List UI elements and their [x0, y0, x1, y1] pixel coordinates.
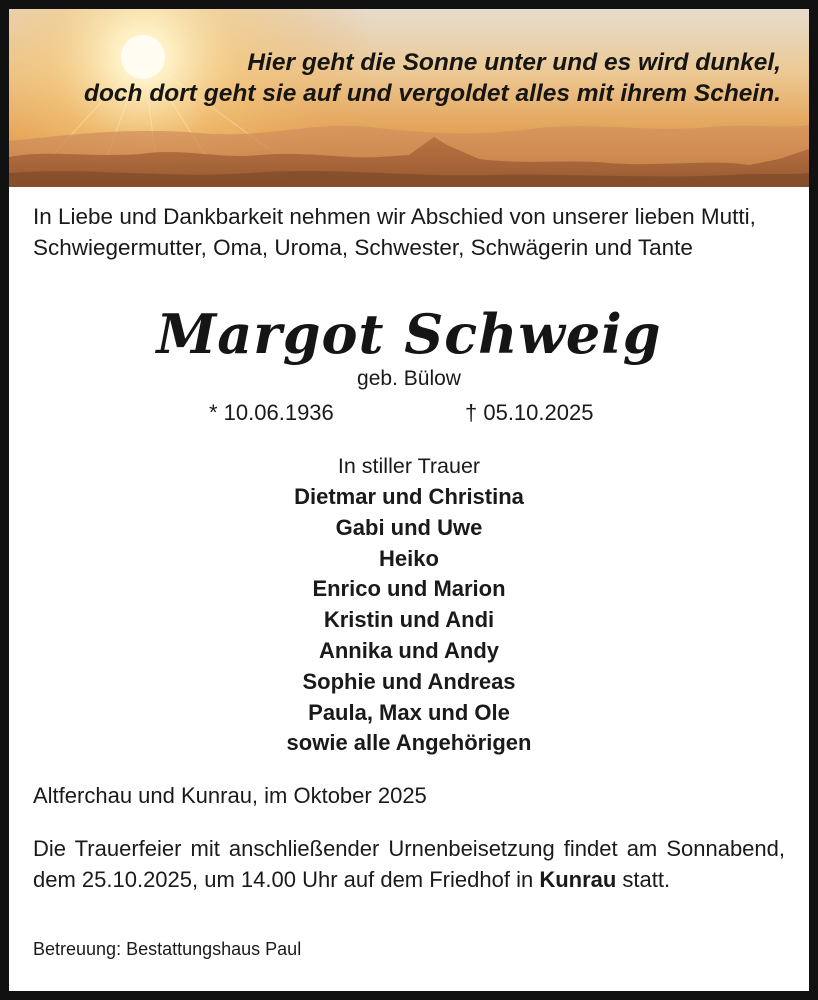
- service-text: Die Trauerfeier mit anschließender Urnenbeisetzung findet am Sonnabend, dem 25.10.2025, um 14.00 Uhr auf dem Friedhof in: [33, 836, 785, 892]
- sunset-banner: [9, 9, 809, 187]
- mourner-entry: Paula, Max und Ole: [308, 699, 510, 725]
- mourner-entry: sowie alle Angehörigen: [286, 730, 532, 756]
- banner-quote: [9, 47, 781, 109]
- mourner-entry: Enrico und Marion: [312, 576, 506, 602]
- service-place: Kunrau: [539, 866, 617, 892]
- quote-line-2: doch dort geht sie auf und vergoldet alles mit ihrem Schein.: [83, 80, 781, 107]
- mourner-entry: Gabi und Uwe: [335, 514, 483, 540]
- mourner-entry: Dietmar und Christina: [294, 484, 524, 509]
- mourners-heading: In stiller Trauer: [337, 454, 481, 478]
- mourner-entry: Sophie und Andreas: [302, 668, 516, 694]
- mourner-entry: Kristin und Andi: [323, 607, 495, 633]
- service-text-end: statt.: [616, 866, 671, 892]
- place-and-date: Altferchau und Kunrau, im Oktober 2025: [33, 783, 427, 808]
- undertaker-credit: Betreuung: Bestattungshaus Paul: [33, 939, 302, 959]
- mourners-list: [9, 482, 809, 759]
- birth-date: * 10.06.1936: [209, 400, 334, 425]
- quote-line-1: Hier geht die Sonne unter und es wird dunkel,: [247, 49, 781, 76]
- funeral-service-info: [33, 834, 785, 895]
- death-date: † 05.10.2025: [465, 400, 594, 425]
- mourners-section: [9, 451, 809, 759]
- mourner-entry: Heiko: [379, 545, 439, 571]
- deceased-name: Margot Schweig: [156, 302, 662, 366]
- mourner-entry: Annika und Andy: [318, 637, 500, 663]
- maiden-name: geb. Bülow: [357, 367, 461, 390]
- intro-text: In Liebe und Dankbarkeit nehmen wir Abschied von unserer lieben Mutti, Schwiegermutter, Oma, Uroma, Schwester, Schwägerin und Tante: [33, 204, 756, 260]
